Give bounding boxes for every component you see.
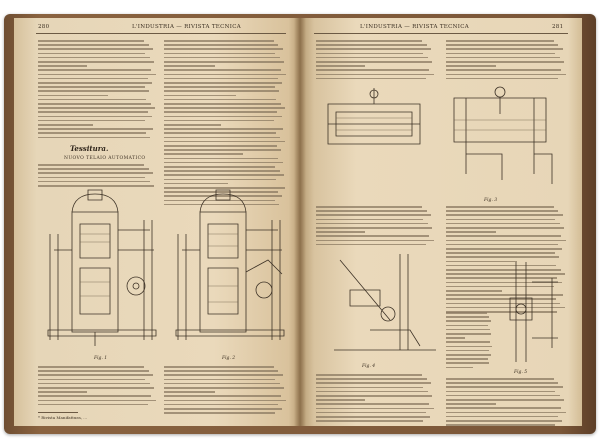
text-line	[446, 354, 491, 356]
text-line	[164, 120, 274, 122]
text-line	[446, 57, 560, 59]
text-line	[316, 214, 431, 216]
text-line	[164, 404, 278, 406]
text-line	[164, 137, 280, 139]
text-line	[164, 40, 274, 42]
text-line	[38, 366, 144, 368]
text-line	[38, 69, 151, 71]
text-line	[316, 206, 422, 208]
text-line	[38, 181, 150, 183]
text-line	[316, 48, 431, 50]
text-line	[164, 124, 221, 126]
text-line	[446, 210, 558, 212]
text-line	[164, 158, 278, 160]
text-line	[38, 82, 152, 84]
text-line	[164, 99, 276, 101]
text-line	[446, 346, 492, 348]
left-page-number: 280	[38, 24, 50, 30]
text-line	[446, 78, 558, 80]
text-line	[38, 61, 154, 63]
text-line	[446, 240, 566, 242]
mechanism-drawing-fig-3	[322, 84, 562, 194]
text-line	[38, 44, 149, 46]
article-subheading: NUOVO TELAIO AUTOMATICO	[64, 156, 146, 161]
text-line	[446, 316, 489, 318]
text-line	[446, 391, 555, 393]
text-line	[164, 183, 228, 185]
text-line	[446, 244, 558, 246]
text-line	[316, 382, 431, 384]
text-line	[316, 219, 423, 221]
text-line	[38, 400, 156, 402]
text-line	[38, 137, 150, 139]
text-line	[316, 44, 427, 46]
text-line	[316, 65, 365, 67]
text-line	[164, 412, 275, 414]
text-line	[316, 391, 428, 393]
text-line	[164, 107, 285, 109]
text-line	[164, 132, 276, 134]
text-line	[164, 170, 280, 172]
text-line	[446, 44, 558, 46]
text-line	[446, 48, 563, 50]
text-line	[38, 65, 87, 67]
text-line	[446, 367, 473, 369]
text-line	[446, 386, 563, 388]
footnote-rule	[38, 412, 78, 413]
text-line	[164, 61, 284, 63]
text-line	[316, 40, 422, 42]
text-line	[164, 65, 215, 67]
text-line	[446, 69, 561, 71]
text-line	[164, 391, 215, 393]
loom-drawing-fig-2	[172, 190, 290, 350]
text-line	[316, 57, 428, 59]
text-line	[164, 82, 282, 84]
text-line	[38, 185, 154, 187]
text-line	[446, 53, 555, 55]
figure-3-caption: Fig. 3	[484, 198, 498, 203]
text-line	[164, 408, 282, 410]
text-line	[446, 341, 490, 343]
text-line	[38, 48, 153, 50]
text-line	[164, 116, 282, 118]
text-line	[38, 124, 93, 126]
right-page-number: 281	[552, 24, 564, 30]
text-line	[164, 174, 284, 176]
section-heading: Tessitura.	[70, 144, 109, 153]
text-line	[38, 383, 150, 385]
figure-5-caption: Fig. 5	[514, 370, 528, 375]
text-line	[446, 378, 554, 380]
text-line	[164, 86, 275, 88]
mechanism-drawing-fig-4	[330, 250, 440, 360]
text-line	[446, 235, 561, 237]
text-line	[316, 244, 426, 246]
text-line	[446, 358, 488, 360]
text-line	[38, 99, 146, 101]
text-line	[446, 362, 489, 364]
text-line	[446, 231, 496, 233]
text-line	[38, 111, 148, 113]
text-line	[446, 206, 554, 208]
text-line	[164, 166, 275, 168]
text-line	[446, 403, 496, 405]
figure-2-caption: Fig. 2	[222, 356, 236, 361]
text-line	[316, 240, 434, 242]
text-line	[316, 69, 429, 71]
text-line	[316, 74, 434, 76]
text-line	[38, 120, 145, 122]
text-line	[446, 382, 558, 384]
text-line	[164, 149, 281, 151]
text-line	[446, 337, 465, 339]
text-line	[164, 153, 243, 155]
text-line	[38, 177, 145, 179]
text-line	[446, 412, 566, 414]
text-line	[164, 383, 280, 385]
text-line	[38, 40, 144, 42]
text-line	[38, 57, 150, 59]
text-line	[316, 227, 432, 229]
text-line	[316, 61, 432, 63]
text-line	[38, 128, 153, 130]
left-header-rule	[36, 33, 286, 34]
text-line	[38, 164, 144, 166]
text-line	[164, 370, 278, 372]
text-line	[316, 403, 429, 405]
text-line	[38, 379, 145, 381]
text-line	[446, 416, 558, 418]
text-line	[316, 53, 423, 55]
text-line	[316, 210, 427, 212]
text-line	[38, 168, 149, 170]
text-line	[164, 53, 275, 55]
text-line	[446, 329, 490, 331]
text-line	[164, 74, 286, 76]
text-line	[164, 111, 277, 113]
text-line	[446, 325, 488, 327]
text-line	[164, 78, 278, 80]
text-line	[164, 44, 278, 46]
text-line	[316, 412, 426, 414]
text-line	[316, 374, 422, 376]
text-line	[38, 78, 148, 80]
text-line	[446, 290, 502, 292]
text-line	[316, 408, 434, 410]
text-line	[164, 128, 283, 130]
text-line	[446, 219, 555, 221]
text-line	[164, 179, 276, 181]
text-line	[316, 387, 423, 389]
text-line	[164, 400, 286, 402]
text-line	[446, 40, 554, 42]
text-line	[446, 227, 564, 229]
text-line	[316, 231, 365, 233]
right-running-head: L'INDUSTRIA — RIVISTA TECNICA	[360, 24, 469, 30]
text-line	[164, 48, 283, 50]
text-line	[446, 320, 491, 322]
text-line	[38, 116, 152, 118]
text-line	[38, 53, 145, 55]
text-line	[446, 223, 560, 225]
text-line	[446, 61, 564, 63]
text-line	[446, 312, 487, 314]
text-line	[164, 95, 236, 97]
text-line	[38, 395, 151, 397]
text-line	[38, 103, 151, 105]
left-running-head: L'INDUSTRIA — RIVISTA TECNICA	[132, 24, 241, 30]
text-line	[164, 387, 284, 389]
text-line	[446, 74, 566, 76]
text-line	[164, 187, 285, 189]
text-line	[316, 395, 432, 397]
text-line	[38, 172, 153, 174]
text-line	[164, 395, 281, 397]
right-header-rule	[314, 33, 568, 34]
figure-1-caption: Fig. 1	[94, 356, 108, 361]
text-line	[38, 387, 154, 389]
text-line	[164, 141, 285, 143]
mechanism-drawing-fig-5	[496, 258, 566, 368]
text-line	[38, 132, 146, 134]
text-line	[38, 95, 108, 97]
text-line	[38, 86, 145, 88]
right-page	[300, 18, 582, 426]
text-line	[446, 214, 563, 216]
text-line	[316, 78, 426, 80]
loom-drawing-fig-1	[44, 190, 162, 350]
text-line	[446, 399, 564, 401]
text-line	[446, 65, 496, 67]
left-page	[14, 18, 300, 426]
text-line	[38, 404, 148, 406]
text-line	[446, 395, 560, 397]
text-line	[164, 366, 274, 368]
text-line	[446, 424, 555, 426]
text-line	[38, 90, 149, 92]
text-line	[446, 407, 561, 409]
text-line	[446, 252, 555, 254]
footnote: * Rivista Manifattura, ...	[38, 415, 88, 420]
text-line	[164, 374, 283, 376]
text-line	[164, 69, 281, 71]
text-line	[316, 416, 430, 418]
text-line	[446, 333, 491, 335]
text-line	[316, 399, 365, 401]
book-gutter	[294, 18, 306, 426]
text-line	[316, 235, 429, 237]
text-line	[164, 103, 281, 105]
text-line	[446, 420, 562, 422]
text-line	[38, 370, 149, 372]
text-line	[316, 223, 428, 225]
text-line	[38, 374, 153, 376]
figure-4-caption: Fig. 4	[362, 364, 376, 369]
text-line	[38, 107, 155, 109]
text-line	[38, 391, 87, 393]
text-line	[446, 248, 562, 250]
text-line	[164, 145, 277, 147]
text-line	[446, 350, 489, 352]
text-line	[316, 378, 427, 380]
text-line	[164, 57, 280, 59]
text-line	[164, 90, 279, 92]
text-line	[164, 162, 283, 164]
text-line	[316, 420, 423, 422]
text-line	[38, 74, 156, 76]
text-line	[164, 379, 275, 381]
